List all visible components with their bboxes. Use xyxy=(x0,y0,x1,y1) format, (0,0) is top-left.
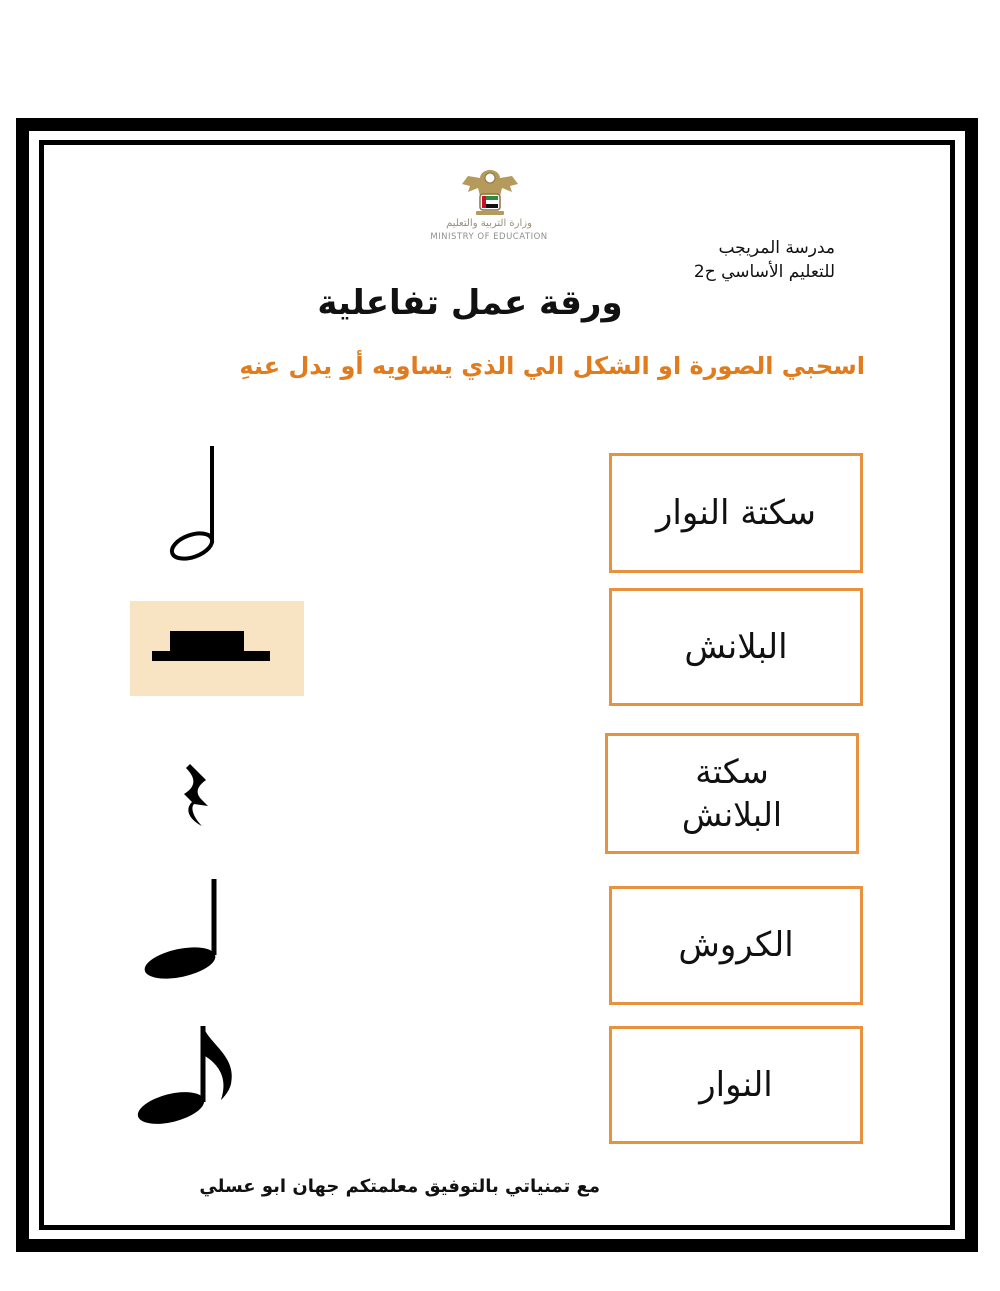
instruction-text: اسحبي الصورة او الشكل الي الذي يساويه أو يدل عنهِ xyxy=(239,352,865,380)
half-rest-icon xyxy=(130,601,304,696)
school-name-line1: مدرسة المريجب xyxy=(718,238,835,258)
label-box-1[interactable] xyxy=(609,453,863,573)
eighth-note-icon[interactable] xyxy=(125,1020,245,1130)
emblem-icon xyxy=(458,166,522,218)
label-text: الكروش xyxy=(678,925,794,966)
label-box-4[interactable] xyxy=(609,886,863,1005)
label-box-5[interactable] xyxy=(609,1026,863,1144)
half-note-icon[interactable] xyxy=(160,440,230,565)
ministry-name-english: MINISTRY OF EDUCATION xyxy=(430,232,548,242)
half-rest-image[interactable] xyxy=(130,601,304,696)
ministry-name-arabic: وزارة التربية والتعليم xyxy=(446,218,532,229)
school-name xyxy=(694,236,835,284)
label-text: النوار xyxy=(699,1064,773,1105)
label-text: سكتة البلانش xyxy=(681,751,783,834)
label-box-3[interactable] xyxy=(605,733,859,854)
worksheet-title: ورقة عمل تفاعلية xyxy=(317,283,623,323)
school-name-line2: للتعليم الأساسي ح2 xyxy=(693,262,835,282)
label-text: البلانش xyxy=(684,626,788,667)
label-box-2[interactable] xyxy=(609,588,863,706)
ministry-logo xyxy=(400,166,578,246)
quarter-note-icon[interactable] xyxy=(130,875,230,985)
quarter-rest-icon[interactable] xyxy=(172,760,222,840)
label-text: سكتة النوار xyxy=(655,492,817,533)
footer-note: مع تمنياتي بالتوفيق معلمتكم جهان ابو عسلي xyxy=(199,1176,600,1197)
